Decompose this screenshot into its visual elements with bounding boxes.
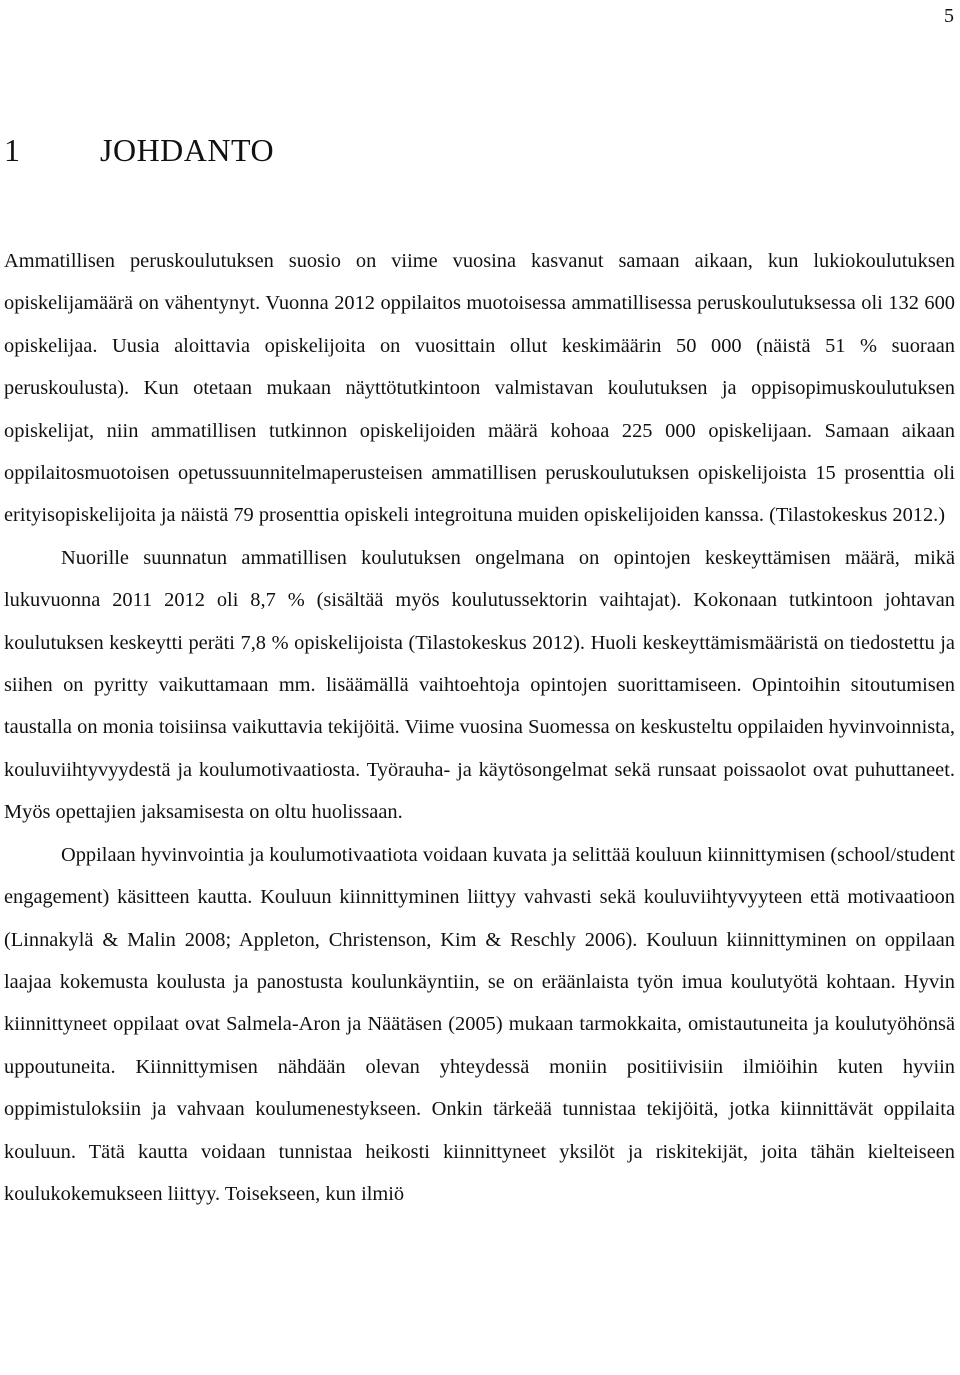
paragraph-3: Oppilaan hyvinvointia ja koulumotivaatiota voidaan kuvata ja selittää kouluun kiinnittymisen (school/student engagement) käsitteen kautta. Kouluun kiinnittyminen liittyy vahvasti sekä kouluviihtyvyyteen että motivaatioon (Linnakylä & Malin 2008; Appleton, Christenson, Kim & Reschly 2006). Kouluun kiinnittyminen on oppilaan laajaa kokemusta koulusta ja panostusta koulunkäyntiin, se on eräänlaista työn imua koulutyötä kohtaan. Hyvin kiinnittyneet oppilaat ovat Salmela-Aron ja Näätäsen (2005) mukaan tarmokkaita, omistautuneita ja koulutyöhönsä uppoutuneita. Kiinnittymisen nähdään olevan yhteydessä moniin positiivisiin ilmiöihin kuten hyviin oppimistuloksiin ja vahvaan koulumenestykseen. Onkin tärkeää tunnistaa tekijöitä, jotka kiinnittävät oppilaita kouluun. Tätä kautta voidaan tunnistaa heikosti kiinnittyneet yksilöt ja riskitekijät, joita tähän kielteiseen koulukokemukseen liittyy. Toisekseen, kun ilmiö (4, 843, 955, 1205)
paragraph-1: Ammatillisen peruskoulutuksen suosio on viime vuosina kasvanut samaan aikaan, kun lukiokoulutuksen opiskelijamäärä on vähentynyt. Vuonna 2012 oppilaitos muotoisessa ammatillisessa peruskoulutuksessa oli 132 600 opiskelijaa. Uusia aloittavia opiskelijoita on vuosittain ollut keskimäärin 50 000 (näistä 51 % suoraan peruskoulusta). Kun otetaan mukaan näyttötutkintoon valmistavan koulutuksen ja oppisopimuskoulutuksen opiskelijat, niin ammatillisen tutkinnon opiskelijoiden määrä kohoaa 225 000 opiskelijaan. Samaan aikaan oppilaitosmuotoisen opetussuunnitelmaperusteisen ammatillisen peruskoulutuksen opiskelijoista 15 prosenttia oli erityisopiskelijoita ja näistä 79 prosenttia opiskeli integroituna muiden opiskelijoiden kanssa. (Tilastokeskus 2012.) (4, 250, 955, 527)
chapter-title: JOHDANTO (100, 132, 275, 168)
page-number: 5 (944, 5, 954, 27)
paragraph-2: Nuorille suunnatun ammatillisen koulutuksen ongelmana on opintojen keskeyttämisen määrä, mikä lukuvuonna 2011 2012 oli 8,7 % (sisältää myös koulutussektorin vaihtajat). Kokonaan tutkintoon johtavan koulutuksen keskeytti peräti 7,8 % opiskelijoista (Tilastokeskus 2012). Huoli keskeyttämismääristä on tiedostettu ja siihen on pyritty vaikuttamaan mm. lisäämällä vaihtoehtoja opintojen suorittamiseen. Opintoihin sitoutumisen taustalla on monia toisiinsa vaikuttavia tekijöitä. Viime vuosina Suomessa on keskusteltu oppilaiden hyvinvoinnista, kouluviihtyvyydestä ja koulumotivaatiosta. Työrauha- ja käytösongelmat sekä runsaat poissaolot ovat puhuttaneet. Myös opettajien jaksamisesta on oltu huolissaan. (4, 546, 955, 824)
chapter-heading (4, 128, 274, 172)
chapter-number: 1 (4, 132, 21, 168)
body-text (4, 240, 955, 1215)
